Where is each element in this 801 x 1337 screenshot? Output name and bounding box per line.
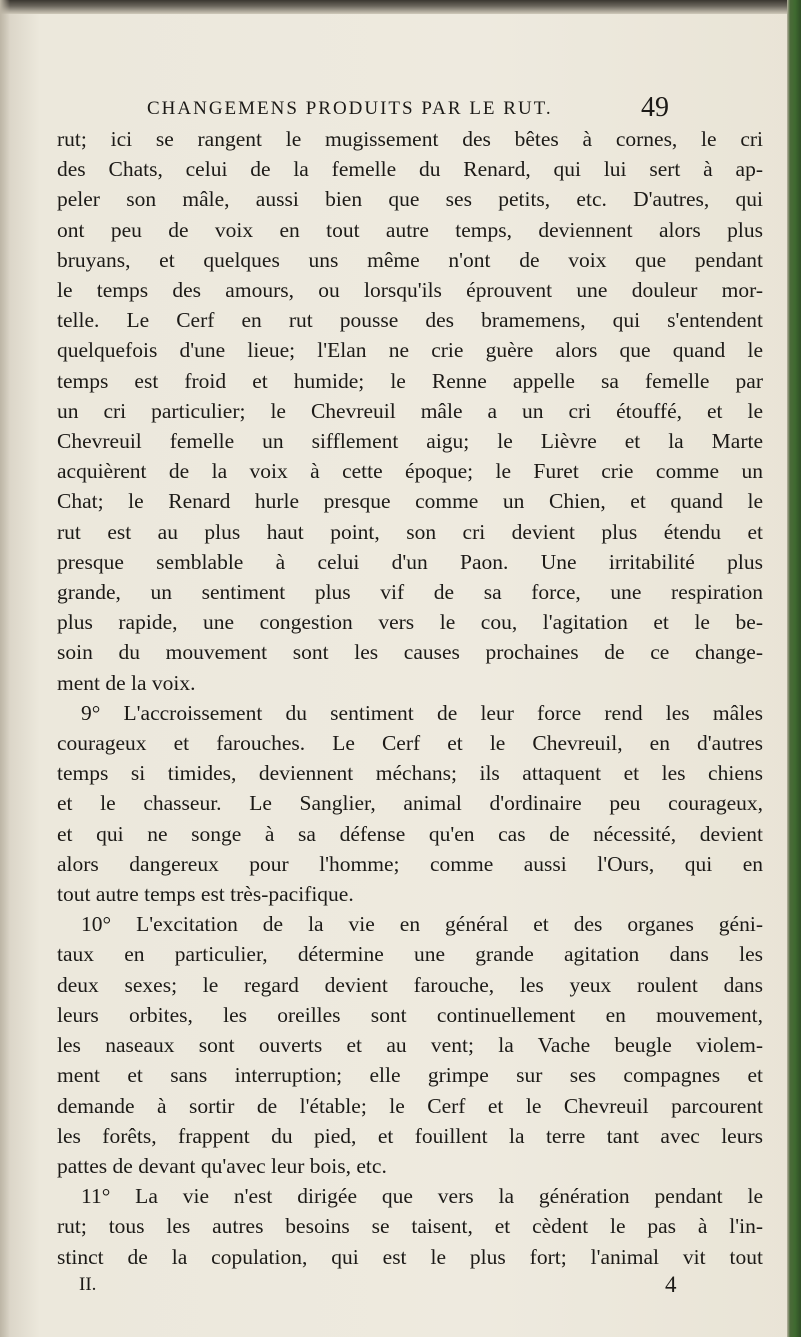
text-line: temps si timides, deviennent méchans; ils attaquent et les chiens <box>57 761 763 786</box>
text-line: leurs orbites, les oreilles sont continuellement en mouvement, <box>57 1002 763 1027</box>
text-line: les naseaux sont ouverts et au vent; la Vache beugle violem- <box>57 1033 763 1058</box>
text-line: presque semblable à celui d'un Paon. Une irritabilité plus <box>57 549 763 574</box>
text-line: plus rapide, une congestion vers le cou, l'agitation et le be- <box>57 610 763 635</box>
text-line: demande à sortir de l'étable; le Cerf et le Chevreuil parcourent <box>57 1093 763 1118</box>
text-line: 11° La vie n'est dirigée que vers la génération pendant le <box>81 1184 763 1209</box>
text-line: rut; ici se rangent le mugissement des bêtes à cornes, le cri <box>57 127 763 151</box>
text-line: et le chasseur. Le Sanglier, animal d'ordinaire peu courageux, <box>57 791 763 816</box>
text-line: taux en particulier, détermine une grande agitation dans les <box>57 942 763 967</box>
page-content <box>57 90 763 1304</box>
text-line: bruyans, et quelques uns même n'ont de voix que pendant <box>57 247 763 272</box>
text-line: acquièrent de la voix à cette époque; le Furet crie comme un <box>57 459 763 484</box>
text-line: pattes de devant qu'avec leur bois, etc. <box>57 1153 387 1178</box>
text-line: rut; tous les autres besoins se taisent, et cèdent le pas à l'in- <box>57 1214 763 1239</box>
page-footer <box>57 1272 763 1304</box>
text-line: ont peu de voix en tout autre temps, deviennent alors plus <box>57 217 763 242</box>
body-text <box>57 124 763 1272</box>
text-line: un cri particulier; le Chevreuil mâle a un cri étouffé, et le <box>57 398 763 423</box>
page-top-shadow <box>0 0 801 14</box>
text-line: peler son mâle, aussi bien que ses petits, etc. D'autres, qui <box>57 187 763 212</box>
text-line: stinct de la copulation, qui est le plus fort; l'animal vit tout <box>57 1244 763 1269</box>
text-line: soin du mouvement sont les causes prochaines de ce change- <box>57 640 763 665</box>
text-line: quelquefois d'une lieue; l'Elan ne crie guère alors que quand le <box>57 338 763 363</box>
text-line: 10° L'excitation de la vie en général et des organes géni- <box>81 912 763 937</box>
page-number: 49 <box>641 92 669 123</box>
text-line: tout autre temps est très-pacifique. <box>57 882 354 907</box>
text-line: rut est au plus haut point, son cri devient plus étendu et <box>57 519 763 544</box>
text-line: Chat; le Renard hurle presque comme un Chien, et quand le <box>57 489 763 514</box>
signature-mark: 4 <box>665 1271 677 1297</box>
text-line: 9° L'accroissement du sentiment de leur force rend les mâles <box>81 700 763 725</box>
text-line: ment et sans interruption; elle grimpe sur ses compagnes et <box>57 1063 763 1088</box>
text-line: alors dangereux pour l'homme; comme aussi l'Ours, qui en <box>57 851 763 876</box>
volume-mark: II. <box>79 1273 97 1295</box>
binding-shadow <box>0 0 10 1337</box>
text-line: des Chats, celui de la femelle du Renard, qui lui sert à ap- <box>57 157 763 182</box>
text-line: courageux et farouches. Le Cerf et le Chevreuil, en d'autres <box>57 731 763 756</box>
text-line: le temps des amours, ou lorsqu'ils éprouvent une douleur mor- <box>57 278 763 303</box>
text-line: ment de la voix. <box>57 670 196 695</box>
running-title: CHANGEMENS PRODUITS PAR LE RUT. <box>147 98 553 119</box>
text-line: deux sexes; le regard devient farouche, les yeux roulent dans <box>57 972 763 997</box>
text-line: grande, un sentiment plus vif de sa force, une respiration <box>57 580 763 605</box>
text-line: Chevreuil femelle un sifflement aigu; le Lièvre et la Marte <box>57 429 763 454</box>
text-line: temps est froid et humide; le Renne appelle sa femelle par <box>57 368 763 393</box>
text-line: et qui ne songe à sa défense qu'en cas de nécessité, devient <box>57 821 763 846</box>
book-cover-edge <box>787 0 801 1337</box>
page-header <box>57 90 763 124</box>
text-line: les forêts, frappent du pied, et fouillent la terre tant avec leurs <box>57 1123 763 1148</box>
text-line: telle. Le Cerf en rut pousse des bramemens, qui s'entendent <box>57 308 763 333</box>
